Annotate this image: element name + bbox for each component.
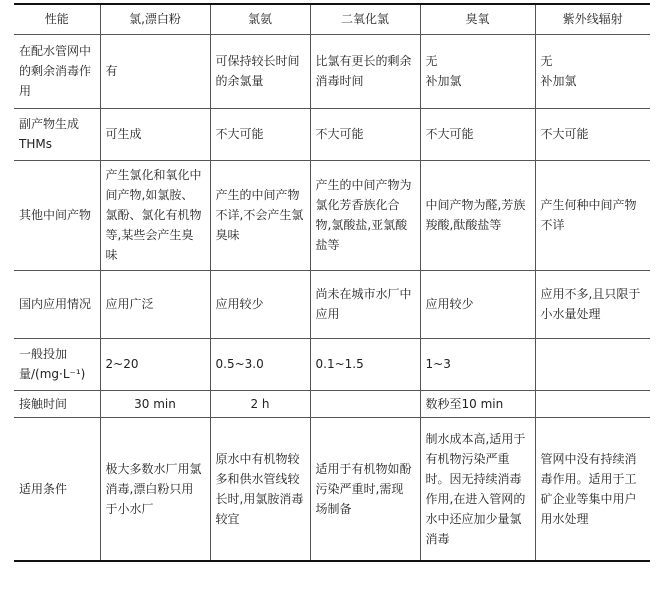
row-label: 国内应用情况 — [14, 270, 100, 338]
table-cell: 制水成本高,适用于有机物污染严重时。因无持续消毒作用,在进入管网的水中还应加少量氯消毒 — [420, 417, 535, 561]
table-row — [14, 270, 650, 338]
disinfection-comparison-table — [14, 3, 650, 562]
table-cell: 应用较少 — [420, 270, 535, 338]
table-cell: 产生的中间产物为氯化芳香族化合物,氯酸盐,亚氯酸盐等 — [310, 160, 420, 270]
row-label: 一般投加量/(mg·L⁻¹) — [14, 338, 100, 390]
table-cell: 有 — [100, 34, 210, 108]
column-header: 性能 — [14, 4, 100, 34]
table-row — [14, 390, 650, 417]
column-header: 臭氧 — [420, 4, 535, 34]
table-cell: 可保持较长时间的余氯量 — [210, 34, 310, 108]
row-label: 副产物生成 THMs — [14, 108, 100, 160]
table-cell: 产生何种中间产物不详 — [535, 160, 650, 270]
table-cell: 尚未在城市水厂中应用 — [310, 270, 420, 338]
table-cell: 管网中没有持续消毒作用。适用于工矿企业等集中用户用水处理 — [535, 417, 650, 561]
table-cell: 应用不多,且只限于小水量处理 — [535, 270, 650, 338]
table-cell: 产生的中间产物不详,不会产生氯臭味 — [210, 160, 310, 270]
table-cell: 0.5~3.0 — [210, 338, 310, 390]
column-header: 紫外线辐射 — [535, 4, 650, 34]
table-cell: 1~3 — [420, 338, 535, 390]
table-cell: 适用于有机物如酚污染严重时,需现场制备 — [310, 417, 420, 561]
table-row — [14, 338, 650, 390]
column-header: 氯氨 — [210, 4, 310, 34]
row-label: 其他中间产物 — [14, 160, 100, 270]
row-label: 接触时间 — [14, 390, 100, 417]
table-cell: 应用广泛 — [100, 270, 210, 338]
table-cell — [535, 390, 650, 417]
table-cell: 无 补加氯 — [420, 34, 535, 108]
table-cell: 2 h — [210, 390, 310, 417]
table-cell: 中间产物为醛,芳族羧酸,酞酸盐等 — [420, 160, 535, 270]
table-cell — [535, 338, 650, 390]
table-cell: 无 补加氯 — [535, 34, 650, 108]
header-row — [14, 4, 650, 34]
column-header: 氯,漂白粉 — [100, 4, 210, 34]
table-cell: 数秒至10 min — [420, 390, 535, 417]
table-cell: 原水中有机物较多和供水管线较长时,用氯胺消毒较宜 — [210, 417, 310, 561]
table-row — [14, 108, 650, 160]
table-cell: 2~20 — [100, 338, 210, 390]
table-cell: 产生氯化和氧化中间产物,如氯胺、氯酚、氯化有机物等,某些会产生臭味 — [100, 160, 210, 270]
table-cell: 不大可能 — [535, 108, 650, 160]
document-page — [14, 3, 650, 575]
table-cell: 0.1~1.5 — [310, 338, 420, 390]
table-cell: 不大可能 — [420, 108, 535, 160]
table-cell — [310, 390, 420, 417]
column-header: 二氧化氯 — [310, 4, 420, 34]
table-row — [14, 417, 650, 561]
table-cell: 30 min — [100, 390, 210, 417]
row-label: 在配水管网中的剩余消毒作用 — [14, 34, 100, 108]
table-cell: 不大可能 — [210, 108, 310, 160]
table-cell: 应用较少 — [210, 270, 310, 338]
table-cell: 不大可能 — [310, 108, 420, 160]
row-label: 适用条件 — [14, 417, 100, 561]
table-cell: 可生成 — [100, 108, 210, 160]
table-cell: 比氯有更长的剩余消毒时间 — [310, 34, 420, 108]
table-row — [14, 34, 650, 108]
table-cell: 极大多数水厂用氯消毒,漂白粉只用于小水厂 — [100, 417, 210, 561]
table-row — [14, 160, 650, 270]
